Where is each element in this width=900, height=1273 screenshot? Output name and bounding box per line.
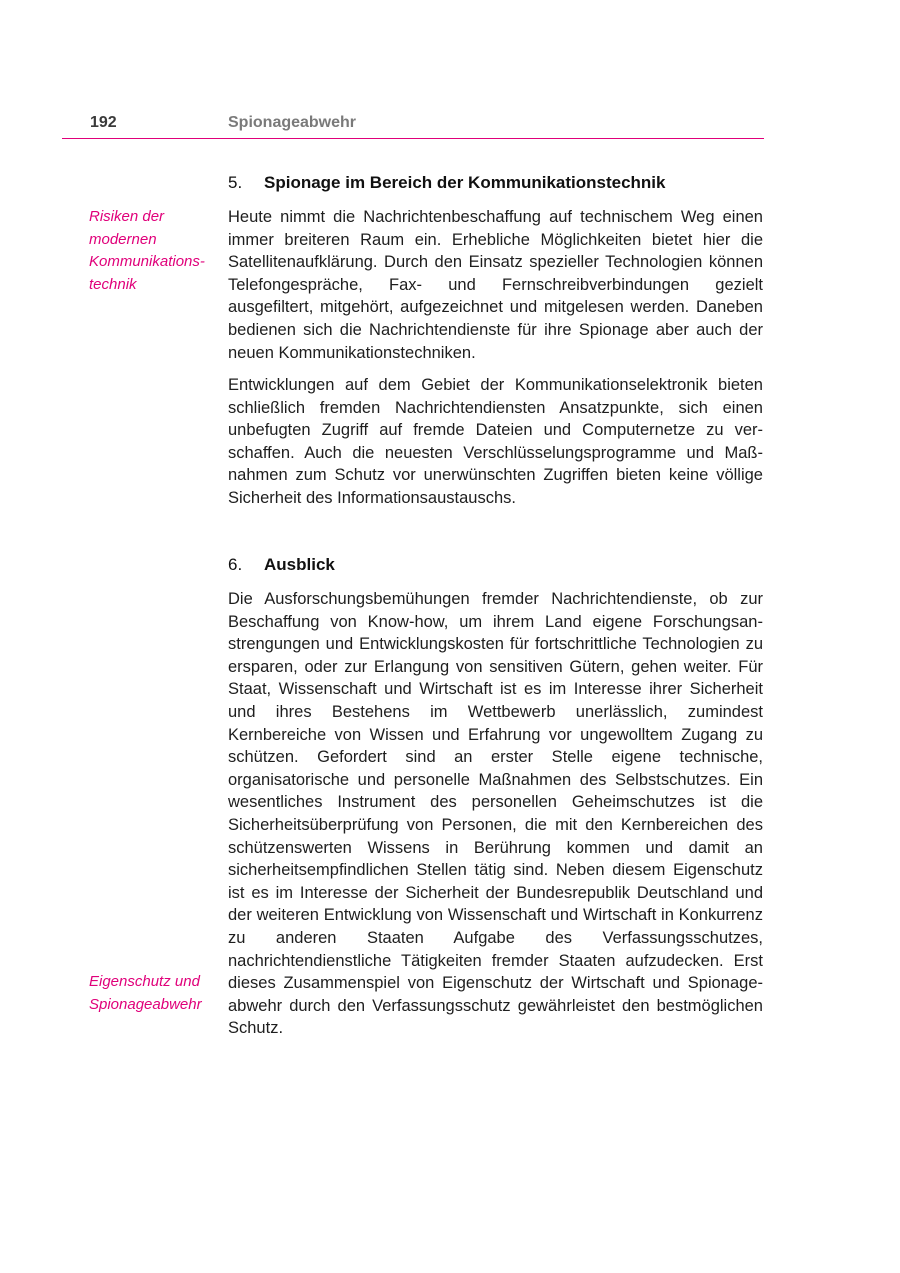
section-6-title: Ausblick — [264, 555, 335, 574]
margin-note-line: Spionageabwehr — [89, 995, 202, 1013]
section-6-paragraph: Die Ausforschungsbemühungen fremder Nachrichtendienste, ob zur Beschaffung von Know-how, um ihrem Land eigene Forschungsanstrengungen und Entwicklungskosten für fortschrittliche Technologien zu ersparen, oder zur Erlangung von sensitiven Gütern, gehen weiter. Für Staat, Wissenschaft und Wirtschaft ist es im Interesse ihrer Sicherheit und ihres Bestehens im Wettbewerb unerlässlich, zumindest Kernbereiche von Wissen und Erfahrung vor ungewolltem Zugang zu schützen. Gefordert sind an erster Stelle eigene technische, organisatorische und personelle Maßnahmen des Selbstschutzes. Ein wesentliches Instrument des personellen Geheimschutzes ist die Sicherheitsüberprüfung von Personen, die mit den Kernbereichen des schützenswerten Wissens in Berührung kommen und damit an sicherheitsempfindlichen Stellen tätig sind. Neben diesem Eigenschutz ist es im Interesse der Sicherheit der Bundesrepublik Deutschland und der weiteren Entwicklung von Wissenschaft und Wirtschaft in Konkurrenz zu anderen Staaten Aufgabe des Verfassungsschutzes, nachrichtendienstliche Tätigkeiten fremder Staaten aufzudecken. Erst dieses Zusammenspiel von Eigenschutz der Wirtschaft und Spionageabwehr durch den Verfassungsschutz gewährleistet den bestmöglichen Schutz. — [228, 590, 763, 1038]
margin-note-risks — [89, 206, 214, 296]
section-5-number: 5. — [228, 173, 243, 192]
running-head: Spionageabwehr — [228, 114, 357, 131]
page-header — [62, 112, 764, 139]
section-6-heading — [228, 554, 335, 576]
margin-note-line: Risiken der — [89, 208, 165, 225]
section-6-number: 6. — [228, 555, 243, 574]
section-5-paragraph-1: Heute nimmt die Nachrichtenbeschaffung auf technischem Weg einen immer breiteren Raum ein. Erhebliche Möglichkeiten bietet hier die Satellitenaufklärung. Durch den Einsatz spezieller Technologien können Telefongespräche, Fax- und Fernschreibverbindungen gezielt ausgefiltert, mitgehört, aufgezeichnet und mitgelesen werden. Daneben bedienen sich die Nachrichtendienste für ihre Spionage aber auch der neuen Kommunikationstechniken. — [228, 208, 763, 362]
page-number: 192 — [90, 114, 117, 131]
section-5-title: Spionage im Bereich der Kommunikationstechnik — [264, 173, 666, 192]
margin-note-line: Eigenschutz und — [89, 973, 200, 990]
section-5-paragraph-2: Entwicklungen auf dem Gebiet der Kommunikationselektronik bieten schließlich fremden Nachrichtendiensten Ansatzpunkte, sich einen unbefugten Zugriff auf fremde Dateien und Computernetze zu verschaffen. Auch die neuesten Verschlüsselungsprogramme und Maßnahmen zum Schutz vor unerwünschten Zugriffen bieten keine völlige Sicherheit des Informationsaustauschs. — [228, 376, 763, 507]
margin-note-eigenschutz — [89, 971, 214, 1016]
section-5-heading — [228, 172, 665, 194]
margin-note-line: technik — [89, 275, 137, 293]
margin-note-line: Kommunikations- — [89, 253, 205, 271]
margin-note-line: modernen — [89, 230, 157, 248]
